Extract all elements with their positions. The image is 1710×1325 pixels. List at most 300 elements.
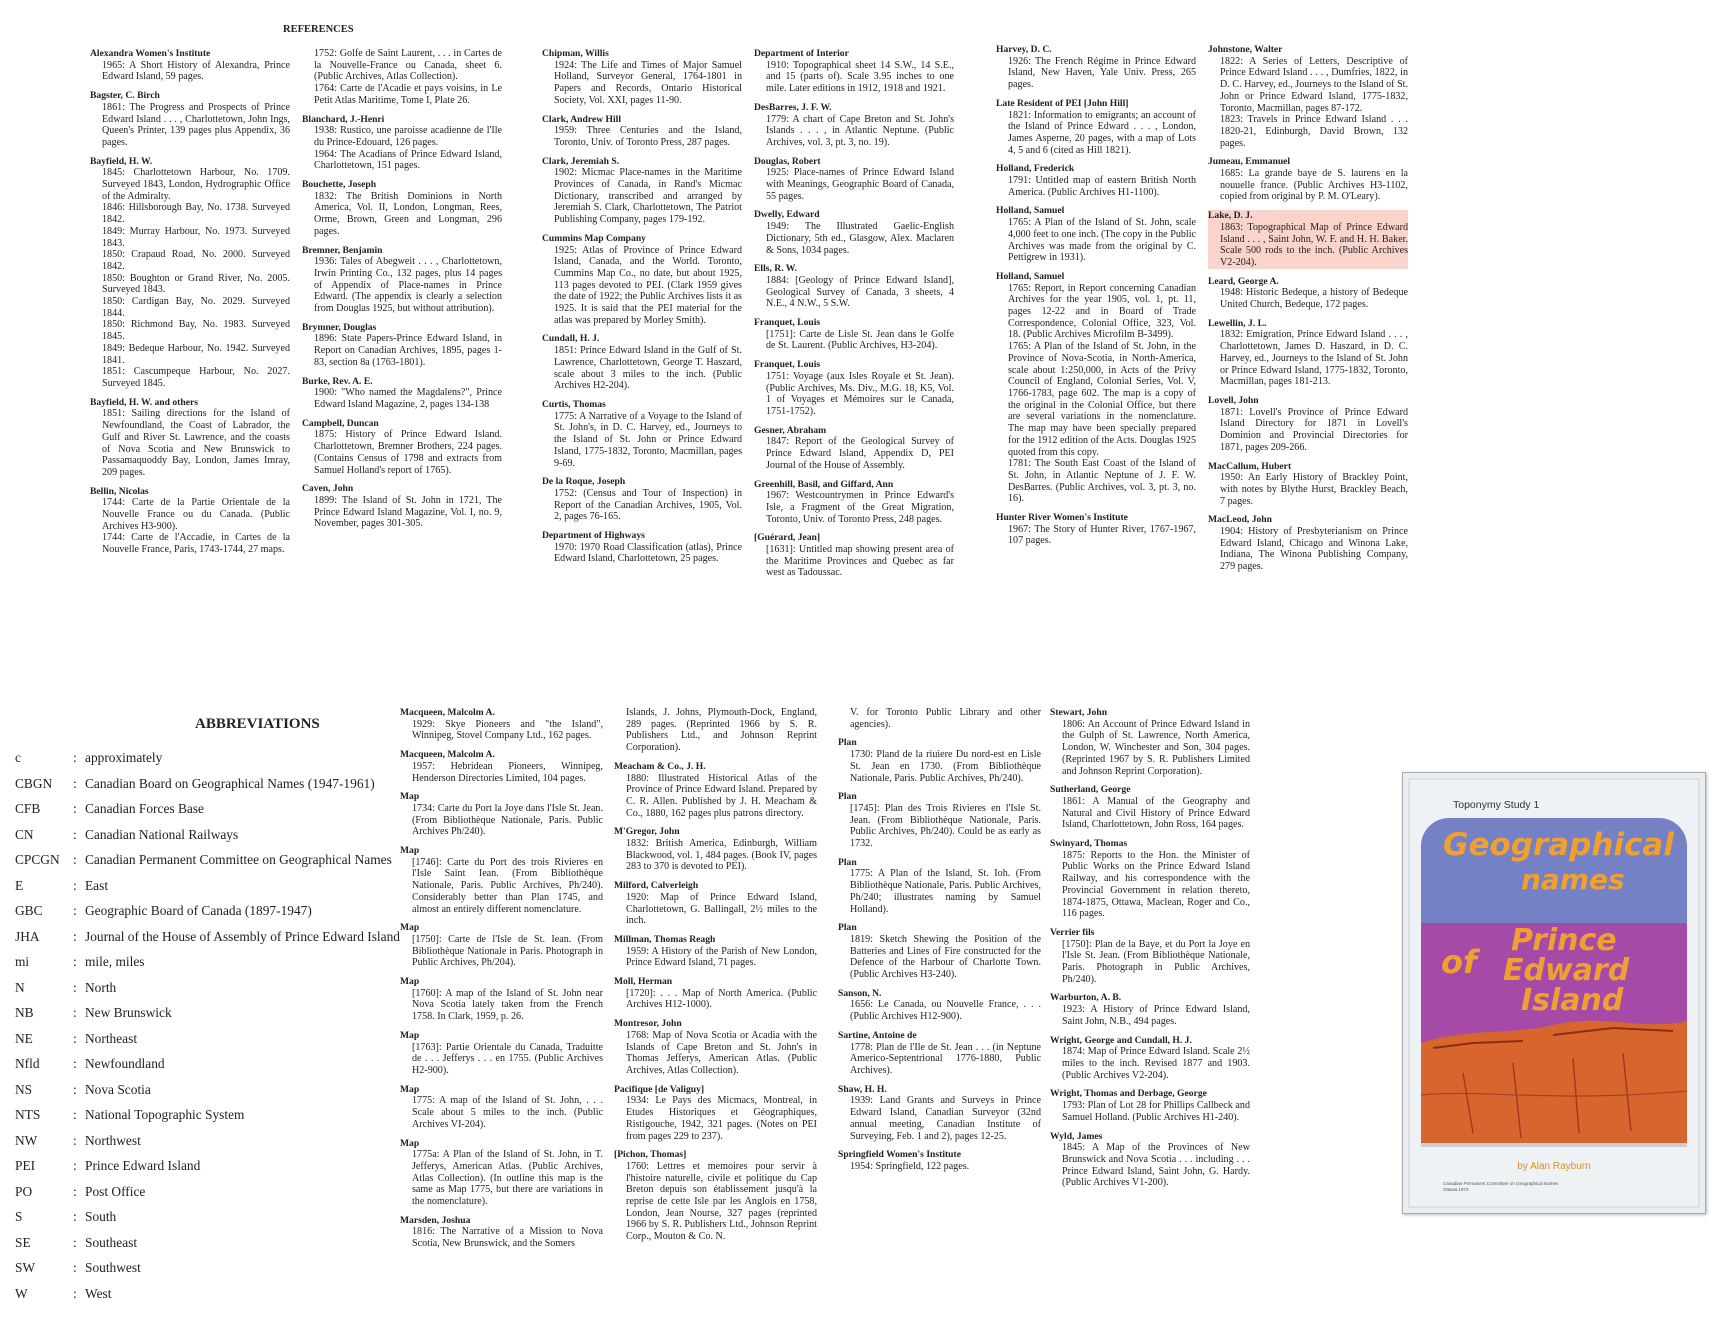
reference-item: 1752: Golfe de Saint Laurent, . . . in Cartes de la Nouvelle-France ou Canada, sheet 6. (Public Archives, Atlas Collection). xyxy=(314,48,502,83)
reference-entry xyxy=(542,233,742,327)
reference-author: Chipman, Willis xyxy=(542,48,609,59)
abbreviation-row xyxy=(15,924,435,950)
reference-item: 1874: Map of Prince Edward Island. Scale 2½ miles to the inch. Revised 1877 and 1903. (Public Archives V2-204). xyxy=(1062,1046,1250,1081)
reference-author: MacCallum, Hubert xyxy=(1208,460,1292,472)
reference-author: Hunter River Women's Institute xyxy=(996,512,1128,524)
reference-item: 1768: Map of Nova Scotia or Acadia with the Islands of Cape Breton and St. John's in Thomas Jefferys, American Atlas. (Public Archives, Atlas Collection). xyxy=(626,1029,817,1076)
reference-item: 1819: Sketch Shewing the Position of the Batteries and Lines of Fire constructed for the Defence of the Harbour of Charlotte Town. (Public Archives H3-240). xyxy=(850,933,1041,981)
reference-item: 1929: Skye Pioneers and "the Island", Winnipeg, Stovel Company Ltd., 162 pages. xyxy=(412,718,603,742)
reference-entry xyxy=(996,163,1196,198)
reference-entry xyxy=(838,1084,1041,1143)
reference-author: Holland, Frederick xyxy=(996,163,1075,175)
abbreviation-colon: : xyxy=(73,1285,77,1301)
abbreviation-key: N xyxy=(15,979,25,995)
abbreviation-colon: : xyxy=(73,1234,77,1250)
reference-item: 1954: Springfield, 122 pages. xyxy=(850,1160,970,1172)
reference-item: 1950: An Early History of Brackley Point, with notes by Blythe Hurst, Brackley Beach, 7 pages. xyxy=(1220,472,1408,507)
references-heading: REFERENCES xyxy=(283,24,354,35)
reference-entry xyxy=(1050,1035,1250,1082)
abbreviation-row xyxy=(15,1051,435,1077)
reference-author: Lovell, John xyxy=(1208,394,1259,406)
reference-entry xyxy=(302,322,502,369)
reference-author: Bellin, Nicolas xyxy=(90,485,149,497)
reference-author: Dwelly, Edward xyxy=(754,209,820,221)
cover-author: by Alan Rayburn xyxy=(1517,1161,1591,1172)
reference-item: 1845: A Map of the Provinces of New Brunswick and Nova Scotia . . . including . . . Prince Edward Island, Saint John, G. Hardy. (Public Archives V1-200). xyxy=(1062,1142,1250,1189)
reference-author: Macqueen, Malcolm A. xyxy=(400,707,495,718)
reference-item: 1775: A Plan of the Island, St. Ioh. (From Bibliothèque Nationale, Paris. Public Archives, Ph/240; illustrates naming by Samuel Holland). xyxy=(850,868,1041,915)
abbreviation-value: Northeast xyxy=(85,1030,138,1046)
reference-item: 1967: Westcountrymen in Prince Edward's Isle, a Fragment of the Great Migration, Toronto, Univ. of Toronto Press, 248 pages. xyxy=(766,490,954,525)
reference-entry xyxy=(302,48,502,107)
reference-item: 1775: A map of the Island of St. John, . . . Scale about 5 miles to the inch. (Public Archives VI-204). xyxy=(412,1095,603,1130)
reference-item: 1849: Bedeque Harbour, No. 1942. Surveyed 1841. xyxy=(102,342,290,366)
reference-author: Sanson, N. xyxy=(838,987,882,999)
reference-item: 1861: The Progress and Prospects of Prince Edward Island . . . , Charlottetown, John Ings, Queen's Printer, 139 pages plus Appendix, 36 pages. xyxy=(102,101,290,148)
reference-entry xyxy=(1208,156,1408,203)
reference-entry xyxy=(996,271,1196,505)
reference-author: Wright, George and Cundall, H. J. xyxy=(1050,1034,1192,1046)
reference-item: 1910: Topographical sheet 14 S.W., 14 S.E., and 15 (parts of). Scale 3.95 inches to one mile. Later editions in 1912, 1918 and 1921. xyxy=(766,59,954,95)
abbreviations-list xyxy=(15,745,435,1306)
abbreviation-row xyxy=(15,873,435,899)
reference-item: [1720]: . . . Map of North America. (Public Archives H12-1000). xyxy=(626,987,817,1011)
reference-author: Lake, D. J. xyxy=(1208,210,1253,222)
reference-item: 1832: Emigration, Prince Edward Island . . . , Charlottetown, James D. Haszard, in D. C. Harvey, ed., Journeys to the Island of St. John or Prince Edward Island, 1775-1832, Toronto, Macmillan, pages 181-213. xyxy=(1220,329,1408,388)
abbreviation-key: NS xyxy=(15,1081,33,1097)
reference-item: 1752: (Census and Tour of Inspection) in Report of the Canadian Archives, 1905, Vol. 2, pages 76-165. xyxy=(554,487,742,523)
reference-entry xyxy=(754,317,954,352)
abbreviation-key: S xyxy=(15,1209,23,1224)
reference-entry xyxy=(838,922,1041,981)
reference-entry xyxy=(838,1149,1041,1172)
reference-item: [1750]: Carte de l'Isle de St. Iean. (From Bibliothèque Nationale in Paris. Photograph in Public Archives, Ph/204). xyxy=(412,933,603,969)
reference-author: Franquet, Louis xyxy=(754,359,821,371)
reference-author: Warburton, A. B. xyxy=(1050,992,1122,1004)
abbreviation-row xyxy=(15,1000,435,1026)
reference-item: 1851: Prince Edward Island in the Gulf of St. Lawrence, Charlottetown, George T. Haszard, scale about 3 miles to the inch. (Public Archives H2-204). xyxy=(554,345,742,392)
reference-entry xyxy=(302,114,502,173)
abbreviation-row xyxy=(15,1255,435,1281)
abbreviation-row xyxy=(15,1281,435,1307)
reference-author: De la Roque, Joseph xyxy=(542,476,626,488)
reference-author: Moll, Herman xyxy=(614,976,673,988)
reference-author: Bayfield, H. W. xyxy=(90,155,153,167)
reference-author: Jumeau, Emmanuel xyxy=(1208,156,1291,168)
reference-entry xyxy=(838,988,1041,1023)
abbreviation-key: Nfld xyxy=(15,1056,40,1071)
reference-column xyxy=(90,48,290,563)
reference-item: 1967: The Story of Hunter River, 1767-1967, 107 pages. xyxy=(1008,523,1196,547)
reference-author: Late Resident of PEI [John Hill] xyxy=(996,97,1129,109)
reference-entry xyxy=(302,483,502,530)
reference-entry xyxy=(754,359,954,418)
reference-author: Shaw, H. H. xyxy=(838,1083,887,1095)
reference-item: 1791: Untitled map of eastern British North America. (Public Archives H1-1100). xyxy=(1008,175,1196,198)
reference-entry xyxy=(1208,276,1408,311)
abbreviation-colon: : xyxy=(73,1183,77,1199)
book-cover xyxy=(1402,772,1706,1214)
reference-column xyxy=(1208,44,1408,580)
reference-author: Bremner, Benjamin xyxy=(302,244,383,256)
cover-title-2: names xyxy=(1521,863,1625,896)
abbreviation-value: Canadian Permanent Committee on Geographical Names xyxy=(85,852,392,867)
reference-entry xyxy=(542,48,742,107)
reference-entry xyxy=(838,707,1041,730)
abbreviation-row xyxy=(15,949,435,975)
reference-entry xyxy=(754,425,954,472)
abbreviation-colon: : xyxy=(73,1158,77,1173)
abbreviation-colon: : xyxy=(73,877,77,893)
reference-entry xyxy=(754,156,954,203)
reference-item: 1924: The Life and Times of Major Samuel Holland, Surveyor General, 1764-1801 in Papers and Records, Ontario Historical Society, Vol. XXI, pages 11-90. xyxy=(554,59,742,106)
reference-item: 1775: A Narrative of a Voyage to the Island of St. John's, in D. C. Harvey, ed., Journeys to the Island of St. John or Prince Edward Island, 1775-1832, Toronto, Macmillan, pages 9-69. xyxy=(554,410,742,469)
reference-entry xyxy=(542,156,742,226)
reference-item: 1846: Hillsborough Bay, No. 1738. Surveyed 1842. xyxy=(102,202,290,226)
abbreviation-value: Canadian Forces Base xyxy=(85,801,204,816)
reference-item: 1765: Report, in Report concerning Canadian Archives for the year 1905, vol. 1, pt. 11, pages 12-22 and in Board of Trade Correspondence, Colonial Office, 323, Vol. 18. (Public Archives Microfilm B-3499). xyxy=(1008,282,1196,341)
reference-entry xyxy=(754,532,954,579)
reference-entry xyxy=(1208,318,1408,388)
reference-entry xyxy=(400,707,603,742)
reference-item: 1779: A chart of Cape Breton and St. John's Islands . . . , in Atlantic Neptune. (Public Archives, vol. 3, pt. 3, no. 19). xyxy=(766,113,954,148)
reference-item: 1744: Carte de l'Accadie, in Cartes de la Nouvelle France, Paris, 1743-1744, 27 maps. xyxy=(102,532,290,556)
reference-entry xyxy=(542,530,742,565)
reference-author: Meacham & Co., J. H. xyxy=(614,760,706,772)
reference-author: Map xyxy=(400,976,420,988)
reference-item: 1778: Plan de l'Ile de St. Jean . . . (in Neptune Americo-Septentrional 1776-1880, Public Archives). xyxy=(850,1041,1041,1076)
reference-column xyxy=(542,48,742,572)
reference-item: 1751: Voyage (aux Isles Royale et St. Jean). (Public Archives, Ms. Div., M.G. 18, K5, Vol. 1 of Voyages et Mémoires sur le Canada, 1751-1752). xyxy=(766,370,954,417)
abbreviation-value: Journal of the House of Assembly of Prince Edward Island xyxy=(85,928,400,944)
reference-entry xyxy=(1050,784,1250,831)
reference-item: 1926: The French Régime in Prince Edward Island, New Haven, Yale Univ. Press, 265 pages. xyxy=(1008,55,1196,91)
reference-item: 1899: The Island of St. John in 1721, The Prince Edward Island Magazine, Vol. I, no. 9, November, pages 301-305. xyxy=(314,494,502,530)
abbreviation-value: Southeast xyxy=(85,1234,138,1250)
abbreviation-key: c xyxy=(15,750,21,765)
cover-publisher-line1: Canadian Permanent Committee on Geographical Names xyxy=(1443,1181,1559,1186)
reference-entry xyxy=(1050,838,1250,920)
abbreviation-key: PEI xyxy=(15,1158,36,1173)
reference-entry xyxy=(302,418,502,477)
reference-author: Gesner, Abraham xyxy=(754,424,827,436)
abbreviation-value: National Topographic System xyxy=(85,1107,245,1122)
abbreviation-key: NB xyxy=(15,1005,34,1020)
reference-author: Curtis, Thomas xyxy=(542,398,606,410)
reference-column xyxy=(614,707,817,1250)
reference-author: Wyld, James xyxy=(1050,1130,1103,1142)
reference-author: Map xyxy=(400,1083,420,1095)
abbreviation-row xyxy=(15,745,435,771)
abbreviation-row xyxy=(15,1204,435,1230)
reference-entry xyxy=(614,826,817,873)
abbreviation-value: Post Office xyxy=(85,1183,146,1199)
reference-entry xyxy=(302,376,502,411)
reference-item: 1949: The Illustrated Gaelic-English Dictionary, 5th ed., Glasgow, Alex. Maclaren & Sons, 1034 pages. xyxy=(766,221,954,256)
reference-entry xyxy=(90,90,290,149)
reference-item: 1806: An Account of Prince Edward Island in the Gulph of St. Lawrence, North America, London, W. Winchester and Son, 304 pages. (Reprinted 1967 by S. R. Publishers Limited and Johnson Reprint Corporation). xyxy=(1062,718,1250,777)
abbreviation-key: PO xyxy=(15,1183,33,1199)
reference-entry xyxy=(1208,514,1408,573)
reference-item: 1957: Hebridean Pioneers, Winnipeg, Henderson Directories Limited, 104 pages. xyxy=(412,760,603,784)
reference-item: 1656: Le Canada, ou Nouvelle France, . . . (Public Archives H12-900). xyxy=(850,999,1041,1023)
reference-item: [1745]: Plan des Trois Rivieres en l'Isle St. Jean. (From Bibliothèque Nationale, Paris. Public Archives, Ph/240). Could be as early as 1732. xyxy=(850,802,1041,850)
reference-author: Department of Interior xyxy=(754,48,849,59)
reference-entry xyxy=(90,156,290,390)
reference-entry xyxy=(90,48,290,83)
reference-item: 1861: A Manual of the Geography and Natural and Civil History of Prince Edward Island, Charlottetown, John Ross, 164 pages. xyxy=(1062,795,1250,831)
reference-item: 1775a: A Plan of the Island of St. John, in T. Jefferys, American Atlas. (Public Archives, Atlas Collection). (In outline this map is the same as Map 1775, but there are variations in the nomenclature). xyxy=(412,1149,603,1208)
reference-author: Cundall, H. J. xyxy=(542,333,600,345)
reference-author: Bayfield, H. W. and others xyxy=(90,396,198,408)
abbreviation-colon: : xyxy=(73,979,77,995)
cover-title-3: of xyxy=(1441,943,1477,981)
reference-item: 1934: Le Pays des Micmacs, Montreal, in Etudes Historiques et Géographiques, Ristigouche, 1942, 321 pages. (Notes on PEI from pages 229 to 237). xyxy=(626,1095,817,1142)
reference-entry xyxy=(1208,395,1408,454)
abbreviation-row xyxy=(15,1077,435,1103)
abbreviation-value: approximately xyxy=(85,750,163,765)
reference-author: Alexandra Women's Institute xyxy=(90,48,211,59)
abbreviation-colon: : xyxy=(73,852,77,867)
reference-column xyxy=(754,48,954,586)
reference-entry xyxy=(302,179,502,238)
reference-author: Greenhill, Basil, and Giffard, Ann xyxy=(754,478,894,490)
abbreviation-value: Newfoundland xyxy=(85,1056,165,1071)
reference-item: 1765: A Plan of the Island of St. John, in the Province of Nova-Scotia, in North-America, scale about 1:250,000, in Acts of the Privy Council of England, Colonial Series, Vol. V, 1766-1783, page 602. The map is a copy of the original in the Colonial Office, but there are several variations in the nomenclature. The map may have been specially prepared for the 1912 edition of the Acts. Douglas 1925 quoted from this copy. xyxy=(1008,341,1196,458)
abbreviation-value: New Brunswick xyxy=(85,1005,172,1020)
reference-entry xyxy=(90,397,290,479)
reference-entry xyxy=(754,479,954,526)
reference-item: 1850: Cardigan Bay, No. 2029. Surveyed 1844. xyxy=(102,296,290,319)
reference-author: Franquet, Louis xyxy=(754,317,821,329)
abbreviation-value: mile, miles xyxy=(85,954,145,969)
reference-author: Ells, R. W. xyxy=(754,263,797,275)
reference-author: Stewart, John xyxy=(1050,707,1108,718)
reference-entry xyxy=(1208,210,1408,269)
abbreviation-value: Geographic Board of Canada (1897-1947) xyxy=(85,903,312,918)
abbreviation-colon: : xyxy=(73,1005,77,1020)
abbreviation-value: Canadian Board on Geographical Names (1947-1961) xyxy=(85,775,375,791)
reference-entry xyxy=(754,48,954,95)
abbreviation-row xyxy=(15,796,435,822)
reference-item: 1948: Historic Bedeque, a history of Bedeque United Church, Bedeque, 172 pages. xyxy=(1220,287,1408,311)
reference-entry xyxy=(614,934,817,969)
abbreviation-key: SE xyxy=(15,1234,31,1250)
cover-series: Toponymy Study 1 xyxy=(1453,799,1540,811)
reference-item: 1685: La grande baye de S. laurens en la nouuelle france. (Public Archives H3-1102, copied from original by P. M. O'Leary). xyxy=(1220,168,1408,203)
reference-author: Springfield Women's Institute xyxy=(838,1149,961,1161)
reference-author: Caven, John xyxy=(302,483,354,495)
abbreviation-colon: : xyxy=(73,903,77,918)
reference-author: Macqueen, Malcolm A. xyxy=(400,749,495,761)
reference-author: Swinyard, Thomas xyxy=(1050,838,1128,850)
reference-item: 1832: British America, Edinburgh, William Blackwood, vol. 1, 484 pages. (Book IV, pages 283 to 370 is devoted to PEI). xyxy=(626,838,817,873)
reference-item: 1850: Boughton or Grand River, No. 2005. Surveyed 1843. xyxy=(102,272,290,296)
cover-title-4: Prince xyxy=(1511,923,1617,958)
reference-author: Blanchard, J.-Henri xyxy=(302,113,385,125)
reference-entry xyxy=(614,1018,817,1077)
reference-item: 1900: "Who named the Magdalens?", Prince Edward Island Magazine, 2, pages 134-138 xyxy=(314,387,502,410)
reference-author: Verrier fils xyxy=(1050,926,1095,938)
reference-item: 1970: 1970 Road Classification (atlas), Prince Edward Island, Charlottetown, 25 pages. xyxy=(554,541,742,565)
reference-item: 1851: Sailing directions for the Island of Newfoundland, the Coast of Labrador, the Gulf and River St. Lawrence, and the coasts of Nova Scotia and New Brunswick to Passamaquoddy Bay, London, James Imray, 209 pages. xyxy=(102,408,290,478)
reference-item: 1920: Map of Prince Edward Island, Charlottetown, G. Ballingall, 2½ miles to the inch. xyxy=(626,891,817,927)
reference-item: 1871: Lovell's Province of Prince Edward Island Directory for 1871 in Lovell's Dominion and Provincial Directories for 1871, pages 209-266. xyxy=(1220,406,1408,453)
abbreviation-key: CBGN xyxy=(15,775,53,791)
cover-publisher-line2: Ottawa 1973 xyxy=(1443,1187,1469,1192)
reference-item: 1730: Pland de la riuiere Du nord-est en Lisle St. Jean en 1730. (From Bibliothèque Nationale, Paris. Public Archives, Ph/240). xyxy=(850,749,1041,784)
reference-item: 1845: Charlottetown Harbour, No. 1709. Surveyed 1843, London, Hydrographic Office of the Admiralty. xyxy=(102,167,290,202)
abbreviation-value: East xyxy=(85,877,109,893)
reference-entry xyxy=(1208,461,1408,508)
reference-entry xyxy=(996,44,1196,91)
reference-author: Marsden, Joshua xyxy=(400,1214,471,1226)
reference-author: Lewellin, J. L. xyxy=(1208,317,1267,329)
abbreviation-value: North xyxy=(85,979,117,995)
abbreviation-row xyxy=(15,1102,435,1128)
reference-item: 1765: A Plan of the Island of St. John, scale 4,000 feet to one inch. (The copy in the Public Archives was made from the original by C. Pettigrew in 1931). xyxy=(1008,217,1196,264)
reference-author: Douglas, Robert xyxy=(754,155,821,167)
reference-item: Islands, J. Johns, Plymouth-Dock, England, 289 pages. (Reprinted 1966 by S. R. Publishers Ltd., and Johnson Reprint Corporation). xyxy=(626,707,817,754)
reference-column xyxy=(996,44,1196,554)
reference-author: Holland, Samuel xyxy=(996,205,1065,217)
reference-entry xyxy=(1050,992,1250,1027)
reference-item: 1896: State Papers-Prince Edward Island, in Report on Canadian Archives, 1895, pages 1-83, section 8a (1763-1801). xyxy=(314,333,502,368)
reference-item: 1904: History of Presbyterianism on Prince Edward Island, Chicago and Winona Lake, Indiana, The Winona Publishing Company, 279 pages. xyxy=(1220,526,1408,573)
abbreviation-key: W xyxy=(15,1285,28,1301)
abbreviation-key: JHA xyxy=(15,928,40,944)
reference-author: Bouchette, Joseph xyxy=(302,179,377,191)
abbreviation-colon: : xyxy=(73,1260,77,1275)
abbreviation-colon: : xyxy=(73,750,77,765)
reference-item: 1851: Cascumpeque Harbour, No. 2027. Surveyed 1845. xyxy=(102,366,290,389)
reference-author: Sutherland, George xyxy=(1050,784,1131,796)
abbreviation-row xyxy=(15,1128,435,1154)
abbreviation-key: CPCGN xyxy=(15,852,60,867)
reference-entry xyxy=(90,486,290,556)
reference-author: Department of Highways xyxy=(542,530,645,542)
reference-column xyxy=(838,707,1041,1180)
abbreviation-colon: : xyxy=(73,954,77,969)
reference-author: Map xyxy=(400,922,420,934)
abbreviation-colon: : xyxy=(73,1107,77,1122)
reference-item: 1850: Richmond Bay, No. 1983. Surveyed 1845. xyxy=(102,319,290,343)
reference-entry xyxy=(1050,1131,1250,1190)
abbreviation-row xyxy=(15,822,435,848)
reference-entry xyxy=(542,476,742,523)
abbreviation-colon: : xyxy=(73,826,77,842)
abbreviation-row xyxy=(15,1026,435,1052)
reference-item: 1849: Murray Harbour, No. 1973. Surveyed 1843. xyxy=(102,225,290,249)
abbreviation-key: NTS xyxy=(15,1107,41,1122)
reference-author: Pacifique [de Valiguy] xyxy=(614,1083,705,1095)
reference-entry xyxy=(542,399,742,469)
reference-entry xyxy=(754,209,954,256)
reference-item: [1763]: Partie Orientale du Canada, Traduitte de . . . Jefferys . . . en 1755. (Public Archives H2-900). xyxy=(412,1041,603,1076)
reference-item: 1875: Reports to the Hon. the Minister of Public Works on the Prince Edward Island Railway, and his correspondence with the Provincial Government in relation thereto, 1874-1875, Ottawa, Maclean, Roger and Co., 116 pages. xyxy=(1062,849,1250,920)
abbreviation-value: West xyxy=(85,1285,112,1301)
reference-item: 1939: Land Grants and Surveys in Prince Edward Island, Canadian Surveyor (32nd annual meeting, Canadian Institute of Surveying, Feb. 1 and 2), pages 12-25. xyxy=(850,1095,1041,1142)
reference-entry xyxy=(614,1149,817,1243)
reference-item: 1847: Report of the Geological Survey of Prince Edward Island, Appendix D, PEI Journal of the House of Assembly. xyxy=(766,436,954,471)
reference-item: 1959: Three Centuries and the Island, Toronto, Univ. of Toronto Press, 287 pages. xyxy=(554,125,742,148)
reference-item: V. for Toronto Public Library and other agencies). xyxy=(850,707,1041,730)
abbreviation-value: South xyxy=(85,1209,117,1224)
abbreviation-value: Southwest xyxy=(85,1260,141,1275)
reference-item: 1793: Plan of Lot 28 for Phillips Callbeck and Samuel Holland. (Public Archives H1-240). xyxy=(1062,1100,1250,1123)
reference-item: 1764: Carte de l'Acadie et pays voisins, in Le Petit Atlas Maritime, Tome I, Plate 26. xyxy=(314,83,502,106)
reference-entry xyxy=(542,114,742,149)
abbreviation-colon: : xyxy=(73,928,77,944)
abbreviation-key: CFB xyxy=(15,801,41,816)
reference-column xyxy=(1050,707,1250,1196)
reference-entry xyxy=(754,102,954,149)
reference-item: 1823: Travels in Prince Edward Island . . . 1820-21, Edinburgh, David Brown, 132 pages. xyxy=(1220,114,1408,149)
reference-entry xyxy=(1050,927,1250,986)
reference-item: 1822: A Series of Letters, Descriptive of Prince Edward Island . . . , Dumfries, 1822, in D. C. Harvey, ed., Journeys to the Island of St. John or Prince Edward Island, 1775-1832, Toronto, Macmillan, pages 87-172. xyxy=(1220,55,1409,114)
reference-author: Harvey, D. C. xyxy=(996,44,1052,55)
cover-title-1: Geographical xyxy=(1443,827,1674,863)
abbreviation-colon: : xyxy=(73,1081,77,1097)
reference-author: Bagster, C. Birch xyxy=(90,90,160,102)
reference-item: [1760]: A map of the Island of St. John near Nova Scotia lately taken from the French 1758. In Clark, 1959, p. 26. xyxy=(412,987,603,1023)
reference-entry xyxy=(1050,707,1250,777)
reference-entry xyxy=(838,737,1041,784)
reference-item: 1880: Illustrated Historical Atlas of the Province of Prince Edward Island. Prepared by C. R. Allen. Published by J. H. Meacham & Co., 1880, 162 pages plus patrons directory. xyxy=(626,772,817,819)
reference-item: 1863: Topographical Map of Prince Edward Island . . . , Saint John, W. F. and H. H. Baker. Scale 500 rods to the inch. (Public Archives V2-204). xyxy=(1220,221,1408,268)
reference-item: 1959: A History of the Parish of New London, Prince Edward Island, 71 pages. xyxy=(626,945,817,969)
reference-item: 1923: A History of Prince Edward Island, Saint John, N.B., 494 pages. xyxy=(1062,1004,1250,1027)
reference-entry xyxy=(1208,44,1408,149)
reference-author: Map xyxy=(400,845,420,857)
reference-item: [1746]: Carte du Port des trois Rivieres en l'Isle Saint Iean. (From Bibliothèque Nationale, Paris. Public Archives, Ph/240). Considerably better than Plan 1745, and almost an entirely different nomenclature. xyxy=(412,856,603,915)
reference-item: 1936: Tales of Abegweit . . . , Charlottetown, Irwin Printing Co., 132 pages, plus 14 pages of Appendix of Place-names in Prince Edward. (The appendix is clearly a selection from Douglas 1925, but without attribution). xyxy=(314,256,502,315)
reference-entry xyxy=(838,791,1041,850)
reference-author: Plan xyxy=(838,737,857,749)
abbreviation-value: Nova Scotia xyxy=(85,1081,151,1097)
reference-author: Sartine, Antoine de xyxy=(838,1029,917,1041)
reference-author: Millman, Thomas Reagh xyxy=(614,933,716,945)
reference-item: 1816: The Narrative of a Mission to Nova Scotia, New Brunswick, and the Somers xyxy=(412,1226,603,1250)
reference-entry xyxy=(614,976,817,1011)
reference-author: Map xyxy=(400,1137,420,1149)
reference-entry xyxy=(838,1030,1041,1077)
reference-author: Johnstone, Walter xyxy=(1208,44,1283,55)
abbreviation-colon: : xyxy=(73,1209,77,1224)
abbreviation-colon: : xyxy=(73,1056,77,1071)
reference-item: 1964: The Acadians of Prince Edward Island, Charlottetown, 151 pages. xyxy=(314,148,502,172)
reference-item: 1744: Carte de la Partie Orientale de la Nouvelle France ou du Canada. (Public Archives H3-900). xyxy=(102,497,290,532)
abbreviation-key: E xyxy=(15,877,24,893)
abbreviation-key: NE xyxy=(15,1030,33,1046)
reference-author: Brymner, Douglas xyxy=(302,321,377,333)
reference-entry xyxy=(302,245,502,315)
abbreviation-key: GBC xyxy=(15,903,43,918)
abbreviation-value: Canadian National Railways xyxy=(85,826,239,842)
reference-entry xyxy=(614,761,817,820)
reference-item: 1965: A Short History of Alexandra, Prince Edward Island, 59 pages. xyxy=(102,59,290,83)
reference-entry xyxy=(614,1084,817,1143)
reference-author: Plan xyxy=(838,791,857,803)
reference-item: 1902: Micmac Place-names in the Maritime Provinces of Canada, in Rand's Micmac Dictionary, transcribed and arranged by Jeremiah S. Clark, Charlottetown, The Patriot Publishing Company, pages 179-192. xyxy=(554,167,742,226)
reference-item: 1760: Lettres et memoires pour servir à l'histoire naturelle, civile et politique du Cap Breton depuis son établissement jusqu'à la reprise de cette Isle par les Anglois en 1758, London, Jean Nourse, 327 pages (reprinted 1966 by S. R. Publishers Ltd., Johnson Reprint Corp., Mouton & Co. N. xyxy=(626,1160,817,1243)
abbreviation-row xyxy=(15,898,435,924)
reference-author: DesBarres, J. F. W. xyxy=(754,101,832,113)
abbreviation-key: CN xyxy=(15,826,34,842)
abbreviation-row xyxy=(15,847,435,873)
reference-item: 1875: History of Prince Edward Island. Charlottetown, Bremner Brothers, 224 pages. (Contains Census of 1798 and extracts from Samuel Holland's report of 1765). xyxy=(314,429,502,476)
abbreviation-colon: : xyxy=(73,1030,77,1046)
